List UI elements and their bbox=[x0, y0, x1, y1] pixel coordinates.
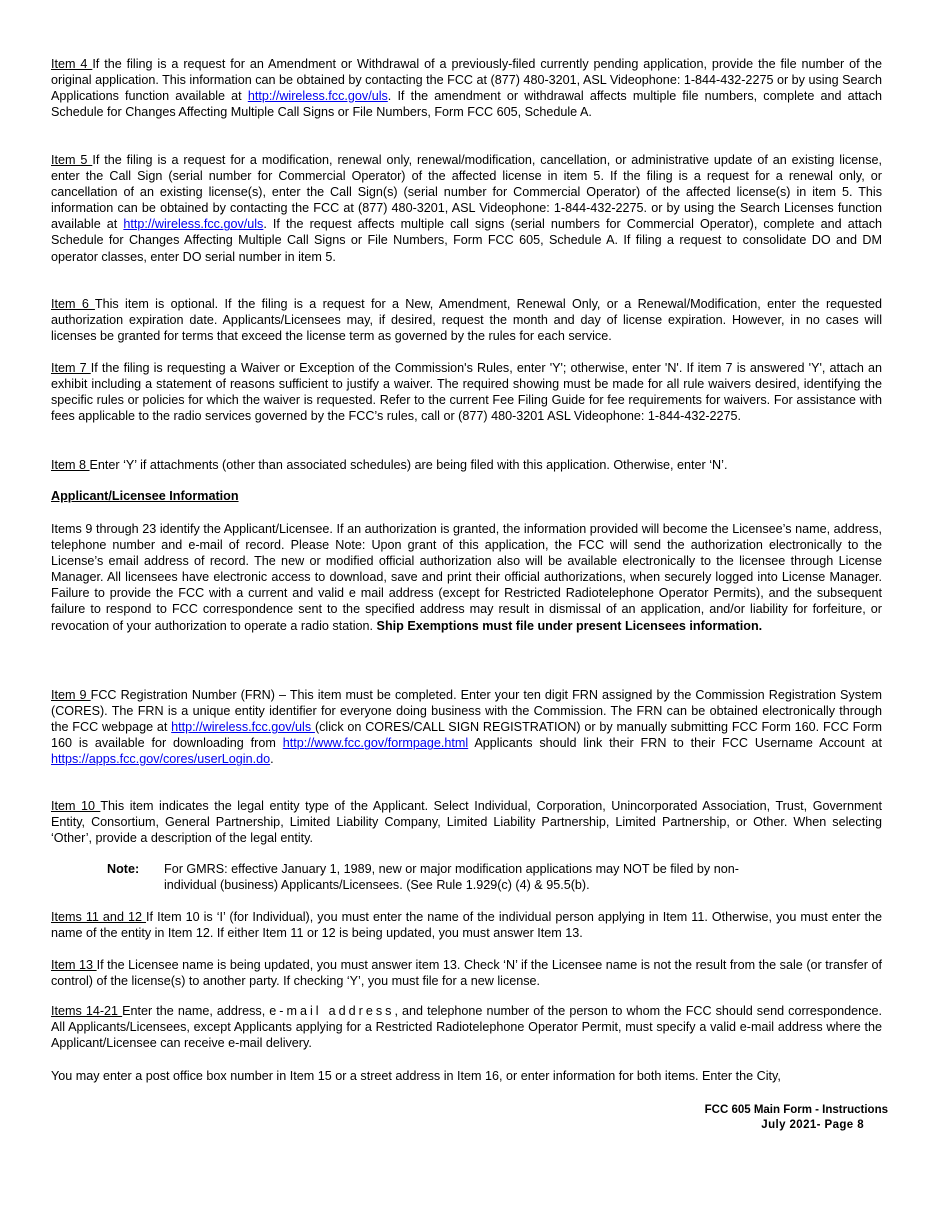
formpage-link[interactable]: http://www.fcc.gov/formpage.html bbox=[282, 736, 469, 751]
item-10-text: This item indicates the legal entity type of the Applicant. Select Individual, Corporation, Unincorporated Association, Trust, Government Entity, Consortium, General Partnership, Limited Liability Company, Limited Liability Partnership, Limited Partnership, or Other. When selecting ‘Other’, provide a description of the legal entity. bbox=[51, 799, 882, 846]
item-9-text-3: Applicants should link their FRN to their FCC Username Account at bbox=[468, 736, 882, 751]
item-7-label: Item 7 bbox=[51, 361, 91, 375]
item-5-text: If the filing is a request for a modification, renewal only, renewal/modification, cancellation, or administrative update of an existing license, enter the Call Sign (serial number for Commercial Operator) of the affected license in item 5. If the filing is a request for a renewal only, or cancellation of an existing license(s), enter the Call Sign(s) (serial number for Commercial Operator) of the affected license(s) in item 5. This information can be obtained by contacting the FCC at (877) 480-3201, ASL Videophone: 1-844-432-2275. or by using the Search Licenses function available at bbox=[51, 153, 882, 232]
item-10-paragraph bbox=[51, 798, 882, 846]
item-4-text: If the filing is a request for an Amendment or Withdrawal of a previously-filed currently pending application, provide the file number of the original application. This information can be obtained by contacting the FCC at (877) 480-3201, ASL Videophone: 1-844-432-2275 or by using Search Applications function available at bbox=[51, 57, 882, 104]
item-5-paragraph bbox=[51, 152, 882, 265]
item-9-paragraph bbox=[51, 687, 882, 767]
item-8-text: Enter ‘Y’ if attachments (other than associated schedules) are being filed with this application. Otherwise, enter ‘N’. bbox=[89, 458, 728, 472]
items-11-12-text: If Item 10 is ‘I’ (for Individual), you must enter the name of the individual person applying in Item 11. Otherwise, you must enter the name of the entity in Item 12. If either Item 11 or 12 is being updated, you must answer Item 13. bbox=[51, 910, 882, 941]
gmrs-note bbox=[107, 861, 827, 893]
item-13-paragraph bbox=[51, 957, 882, 989]
item-13-label: Item 13 bbox=[51, 958, 97, 972]
applicant-intro-text: Items 9 through 23 identify the Applicant/Licensee. If an authorization is granted, the information provided will become the Licensee’s name, address, telephone number and e-mail of record. Please Note: Upon grant of this application, the FCC will send the authorization electronically to the License’s email address of record. The new or modified official authorization also will be available electronically to the licensee through License Manager. All licensees have electronic access to download, save and print their official authorizations, when securely logged into License Manager. Failure to provide the FCC with a current and valid e mail address (except for Restricted Radiotelephone Operator Permits), and the subsequent failure to respond to FCC correspondence sent to the specified address may result in dismissal of an application, and/or liability for forfeiture, or revocation of your authorization to operate a radio station. bbox=[51, 522, 882, 633]
item-7-paragraph bbox=[51, 360, 882, 424]
item-9-text: FCC Registration Number (FRN) – This item must be completed. Enter your ten digit FRN assigned by the Commission Registration System (CORES). The FRN is a unique entity identifier for everyone doing business with the Commission. The FRN can be obtained electronically through the FCC webpage at bbox=[51, 688, 882, 735]
item-4-label: Item 4 bbox=[51, 57, 93, 71]
page-footer bbox=[705, 1103, 888, 1132]
cores-login-link[interactable]: https://apps.fcc.gov/cores/userLogin.do bbox=[51, 752, 271, 767]
item-13-text: If the Licensee name is being updated, you must answer item 13. Check ‘N’ if the Licensee name is not the result from the sale (or transfer of control) of the license(s) to another party. If checking ‘Y’, you must file for a new license. bbox=[51, 958, 883, 989]
item-5-label: Item 5 bbox=[51, 153, 93, 167]
item-6-paragraph bbox=[51, 296, 882, 344]
items-14-21-label: Items 14-21 bbox=[51, 1004, 123, 1018]
note-label: Note: bbox=[107, 862, 140, 876]
uls-link[interactable]: http://wireless.fcc.gov/uls bbox=[247, 89, 388, 104]
item-7-text: If the filing is requesting a Waiver or Exception of the Commission's Rules, enter 'Y'; otherwise, enter 'N'. If item 7 is answered 'Y', attach an exhibit including a statement of reasons sufficient to justify a waiver. The required showing must be made for all rule waivers desired, identifying the specific rules or policies for which the waiver is requested. Refer to the current Fee Filing Guide for fee requirements for waivers. For assistance with fees applicable to the radio services governed by the FCC’s rules, call or (877) 480-3201 ASL Videophone: 1-844-432-2275. bbox=[51, 361, 882, 424]
section-heading: Applicant/Licensee Information bbox=[51, 489, 239, 503]
item-8-paragraph bbox=[51, 457, 882, 473]
item-4-text-end: . If the amendment or withdrawal affects multiple file numbers, complete and attach Schedule for Changes Affecting Multiple Call Signs or File Numbers, Form FCC 605, Schedule A. bbox=[51, 89, 882, 120]
items-14-21-text: Enter the name, address, bbox=[122, 1004, 270, 1018]
po-box-text: You may enter a post office box number in Item 15 or a street address in Item 16, or enter information for both items. Enter the City, bbox=[51, 1069, 781, 1083]
item-5-text-end: . If the request affects multiple call signs (serial numbers for Commercial Operator), complete and attach Schedule for Changes Affecting Multiple Call Signs or File Numbers, Form FCC 605, Schedule A. If filing a request to consolidate DO and DM operator classes, enter DO serial number in item 5. bbox=[51, 217, 883, 264]
footer-date-page: July 2021- Page 8 bbox=[761, 1118, 864, 1131]
email-address-spaced: e-mail address bbox=[269, 1004, 395, 1018]
item-4-paragraph bbox=[51, 56, 882, 120]
item-6-label: Item 6 bbox=[51, 297, 95, 311]
items-14-21-paragraph bbox=[51, 1003, 882, 1051]
item-9-text-4: . bbox=[270, 752, 274, 767]
items-11-12-paragraph bbox=[51, 909, 882, 941]
item-9-label: Item 9 bbox=[51, 688, 91, 702]
po-box-paragraph bbox=[51, 1068, 882, 1084]
note-line-2: individual (business) Applicants/Licensees. (See Rule 1.929(c) (4) & 95.5(b). bbox=[164, 878, 590, 893]
footer-form-title: FCC 605 Main Form - Instructions bbox=[704, 1104, 888, 1116]
ship-exemptions-note: Ship Exemptions must file under present Licensees information. bbox=[376, 618, 763, 633]
item-8-label: Item 8 bbox=[51, 458, 90, 472]
uls-link[interactable]: http://wireless.fcc.gov/uls bbox=[123, 217, 264, 232]
item-10-label: Item 10 bbox=[51, 799, 101, 813]
item-6-text: This item is optional. If the filing is a request for a New, Amendment, Renewal Only, or a Renewal/Modification, enter the requested authorization expiration date. Applicants/Licensees may, if desired, request the month and day of license expiration. However, in no cases will licenses be granted for terms that exceed the license term as governed by the rules for each service. bbox=[51, 297, 882, 344]
items-14-21-text-end: , and telephone number of the person to whom the FCC should send correspondence. All Applicants/Licensees, except Applicants applying for a Restricted Radiotelephone Operator Permit, must specify a valid e-mail address where the Applicant/Licensee can receive e-mail delivery. bbox=[51, 1004, 882, 1051]
uls-link[interactable]: http://wireless.fcc.gov/uls bbox=[171, 720, 315, 735]
note-line-1: For GMRS: effective January 1, 1989, new or major modification applications may NOT be filed by non- bbox=[164, 862, 739, 876]
applicant-intro-paragraph bbox=[51, 521, 882, 634]
items-11-12-label: Items 11 and 12 bbox=[51, 910, 147, 924]
item-9-text-2: (click on CORES/CALL SIGN REGISTRATION) or by manually submitting FCC Form 160. FCC Form 160 is available for downloading from bbox=[51, 720, 882, 751]
